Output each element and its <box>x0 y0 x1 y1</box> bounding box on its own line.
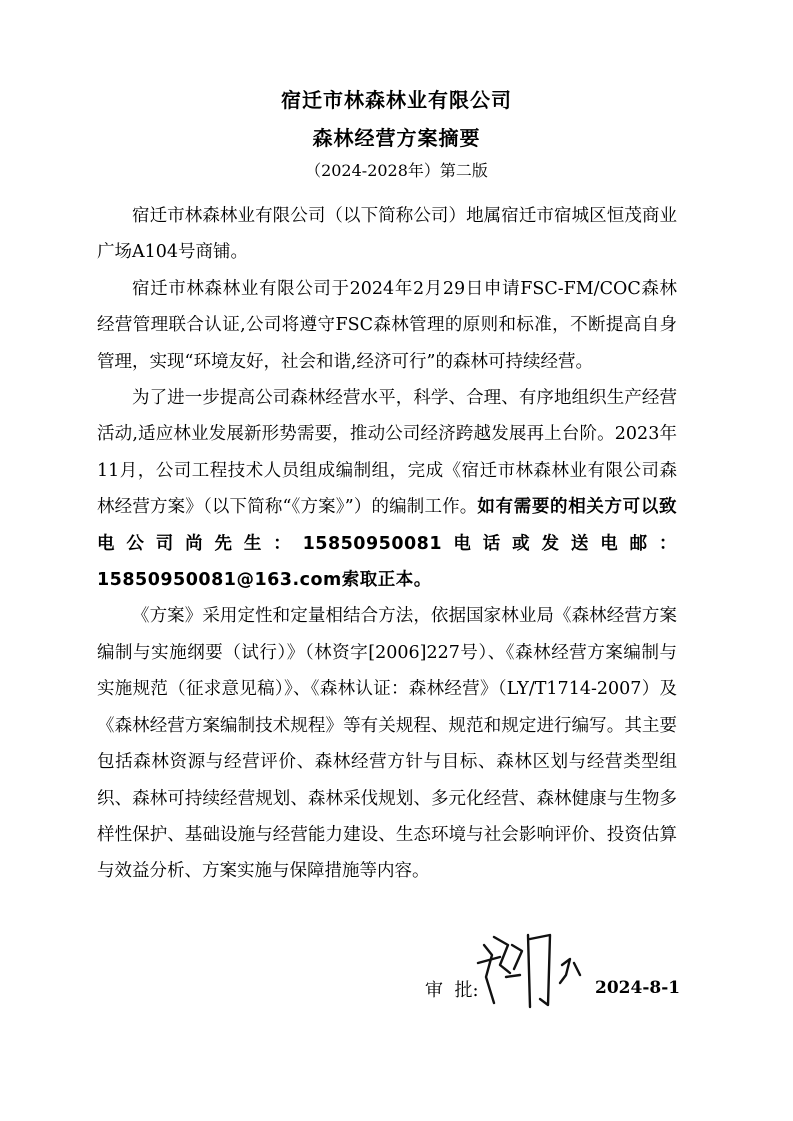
paragraph-certification: 宿迁市林森林业有限公司于2024年2月29日申请FSC-FM/COC森林经营管理联合认证,公司将遵守FSC森林管理的原则和标准，不断提高自身管理，实现“环境友好，社会和谐,经济可行”的森林可持续经营。 <box>97 278 677 372</box>
paragraph-plan-content: 《方案》采用定性和定量相结合方法，依据国家林业局《森林经营方案编制与实施纲要（试行）》（林资字[2006]227号）、《森林经营方案编制与实施规范（征求意见稿）》、《森林认证：森林经营》（LY/T1714-2007）及《森林经营方案编制技术规程》等有关规程、规范和规定进行编写。其主要包括森林资源与经营评价、森林经营方针与目标、森林区划与经营类型组织、森林可持续经营规划、森林采伐规划、多元化经营、森林健康与生物多样性保护、基础设施与经营能力建设、生态环境与社会影响评价、投资估算与效益分析、方案实施与保障措施等内容。 <box>97 606 677 882</box>
handwritten-signature <box>470 915 590 1015</box>
document-body <box>97 198 677 890</box>
approval-label: 审 批: <box>425 980 479 1001</box>
company-title: 宿迁市林森林业有限公司 <box>281 88 512 112</box>
paragraph-plan-text: 为了进一步提高公司森林经营水平，科学、合理、有序地组织生产经营活动,适应林业发展新形势需要，推动公司经济跨越发展再上台阶。2023年11月，公司工程技术人员组成编制组，完成《宿迁市林森林业有限公司森林经营方案》（以下简称“《方案》”）的编制工作。 <box>97 388 677 518</box>
paragraph-location: 宿迁市林森林业有限公司（以下简称公司）地属宿迁市宿城区恒茂商业广场A104号商铺。 <box>97 206 677 263</box>
version-subtitle: （2024-2028年）第二版 <box>305 161 488 180</box>
document-title: 森林经营方案摘要 <box>312 126 481 150</box>
contact-notice: 如有需要的相关方可以致电公司尚先生：15850950081电话或发送电邮：15850950081@163.com索取正本。 <box>97 497 677 591</box>
paragraph-plan-compilation <box>97 380 677 598</box>
approval-date: 2024-8-1 <box>595 978 681 998</box>
